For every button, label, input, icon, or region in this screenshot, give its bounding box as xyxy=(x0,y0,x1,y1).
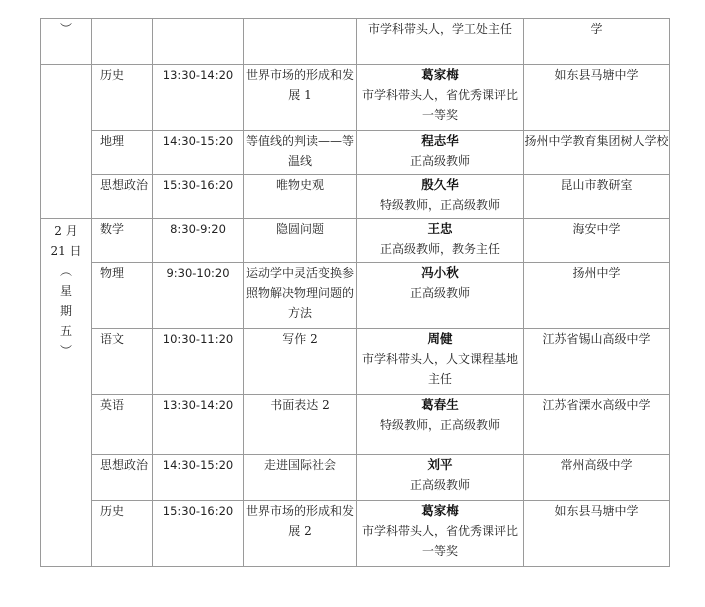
table-row xyxy=(41,65,670,131)
school-cell: 如东县马塘中学 xyxy=(524,65,670,131)
topic-cell: 唯物史观 xyxy=(244,175,357,219)
time-cell: 13:30-14:20 xyxy=(153,65,244,131)
time-cell: 13:30-14:20 xyxy=(153,395,244,455)
teacher-name: 周健 xyxy=(427,331,453,346)
table-row xyxy=(41,395,670,455)
school-cell: 扬州中学教育集团树人学校 xyxy=(524,131,670,175)
teacher-name: 葛家梅 xyxy=(421,503,459,518)
teacher-title: 特级教师，正高级教师 xyxy=(379,198,500,212)
subject-cell: 英语 xyxy=(92,395,153,455)
teacher-name: 冯小秋 xyxy=(421,265,459,280)
schedule-table xyxy=(40,18,670,567)
time-cell: 14:30-15:20 xyxy=(153,131,244,175)
teacher-cell xyxy=(357,219,524,263)
school-cell: 如东县马塘中学 xyxy=(524,501,670,567)
subject-cell: 历史 xyxy=(92,501,153,567)
teacher-name: 程志华 xyxy=(421,133,459,148)
teacher-title: 正高级教师 xyxy=(409,478,470,492)
teacher-cell xyxy=(357,329,524,395)
school-cell: 学 xyxy=(524,19,670,65)
topic-cell: 书面表达 2 xyxy=(244,395,357,455)
subject-cell: 思想政治 xyxy=(92,455,153,501)
date-cell: 2 月 21 日 ︵ 星 期 五 ︶ xyxy=(41,219,92,567)
date-cell xyxy=(41,65,92,219)
subject-cell: 语文 xyxy=(92,329,153,395)
table-row xyxy=(41,329,670,395)
teacher-name: 葛家梅 xyxy=(421,67,459,82)
subject-cell: 思想政治 xyxy=(92,175,153,219)
teacher-title: 市学科带头人，学工处主任 xyxy=(367,22,512,36)
time-cell: 15:30-16:20 xyxy=(153,175,244,219)
date-cell: ︶ xyxy=(41,19,92,65)
table-row xyxy=(41,501,670,567)
table-row xyxy=(41,175,670,219)
table-row xyxy=(41,131,670,175)
school-cell: 常州高级中学 xyxy=(524,455,670,501)
subject-cell: 历史 xyxy=(92,65,153,131)
teacher-cell xyxy=(357,175,524,219)
teacher-name: 殷久华 xyxy=(421,177,459,192)
table-row xyxy=(41,219,670,263)
subject-cell xyxy=(92,19,153,65)
topic-cell: 世界市场的形成和发展 2 xyxy=(244,501,357,567)
school-cell: 扬州中学 xyxy=(524,263,670,329)
school-cell: 江苏省溧水高级中学 xyxy=(524,395,670,455)
teacher-cell xyxy=(357,395,524,455)
subject-cell: 数学 xyxy=(92,219,153,263)
school-cell: 海安中学 xyxy=(524,219,670,263)
table-row xyxy=(41,263,670,329)
topic-cell xyxy=(244,19,357,65)
subject-cell: 地理 xyxy=(92,131,153,175)
teacher-title: 正高级教师 xyxy=(409,286,470,300)
teacher-title: 正高级教师 xyxy=(409,154,470,168)
subject-cell: 物理 xyxy=(92,263,153,329)
table-row xyxy=(41,19,670,65)
teacher-cell xyxy=(357,19,524,65)
time-cell: 8:30-9:20 xyxy=(153,219,244,263)
table-row xyxy=(41,455,670,501)
topic-cell: 等值线的判读——等温线 xyxy=(244,131,357,175)
teacher-title: 市学科带头人，省优秀课评比一等奖 xyxy=(361,524,518,558)
teacher-cell xyxy=(357,501,524,567)
teacher-title: 特级教师，正高级教师 xyxy=(379,418,500,432)
teacher-name: 葛春生 xyxy=(421,397,459,412)
teacher-name: 王忠 xyxy=(427,221,453,236)
topic-cell: 世界市场的形成和发展 1 xyxy=(244,65,357,131)
teacher-title: 正高级教师，教务主任 xyxy=(379,242,500,256)
school-cell: 昆山市教研室 xyxy=(524,175,670,219)
teacher-cell xyxy=(357,131,524,175)
time-cell xyxy=(153,19,244,65)
school-cell: 江苏省锡山高级中学 xyxy=(524,329,670,395)
topic-cell: 隐圆问题 xyxy=(244,219,357,263)
time-cell: 15:30-16:20 xyxy=(153,501,244,567)
schedule-sheet xyxy=(40,18,670,567)
teacher-name: 刘平 xyxy=(427,457,453,472)
topic-cell: 运动学中灵活变换参照物解决物理问题的方法 xyxy=(244,263,357,329)
teacher-cell xyxy=(357,65,524,131)
topic-cell: 写作 2 xyxy=(244,329,357,395)
teacher-title: 市学科带头人，人文课程基地主任 xyxy=(361,352,518,386)
teacher-cell xyxy=(357,455,524,501)
time-cell: 14:30-15:20 xyxy=(153,455,244,501)
time-cell: 10:30-11:20 xyxy=(153,329,244,395)
teacher-title: 市学科带头人，省优秀课评比一等奖 xyxy=(361,88,518,122)
teacher-cell xyxy=(357,263,524,329)
time-cell: 9:30-10:20 xyxy=(153,263,244,329)
topic-cell: 走进国际社会 xyxy=(244,455,357,501)
